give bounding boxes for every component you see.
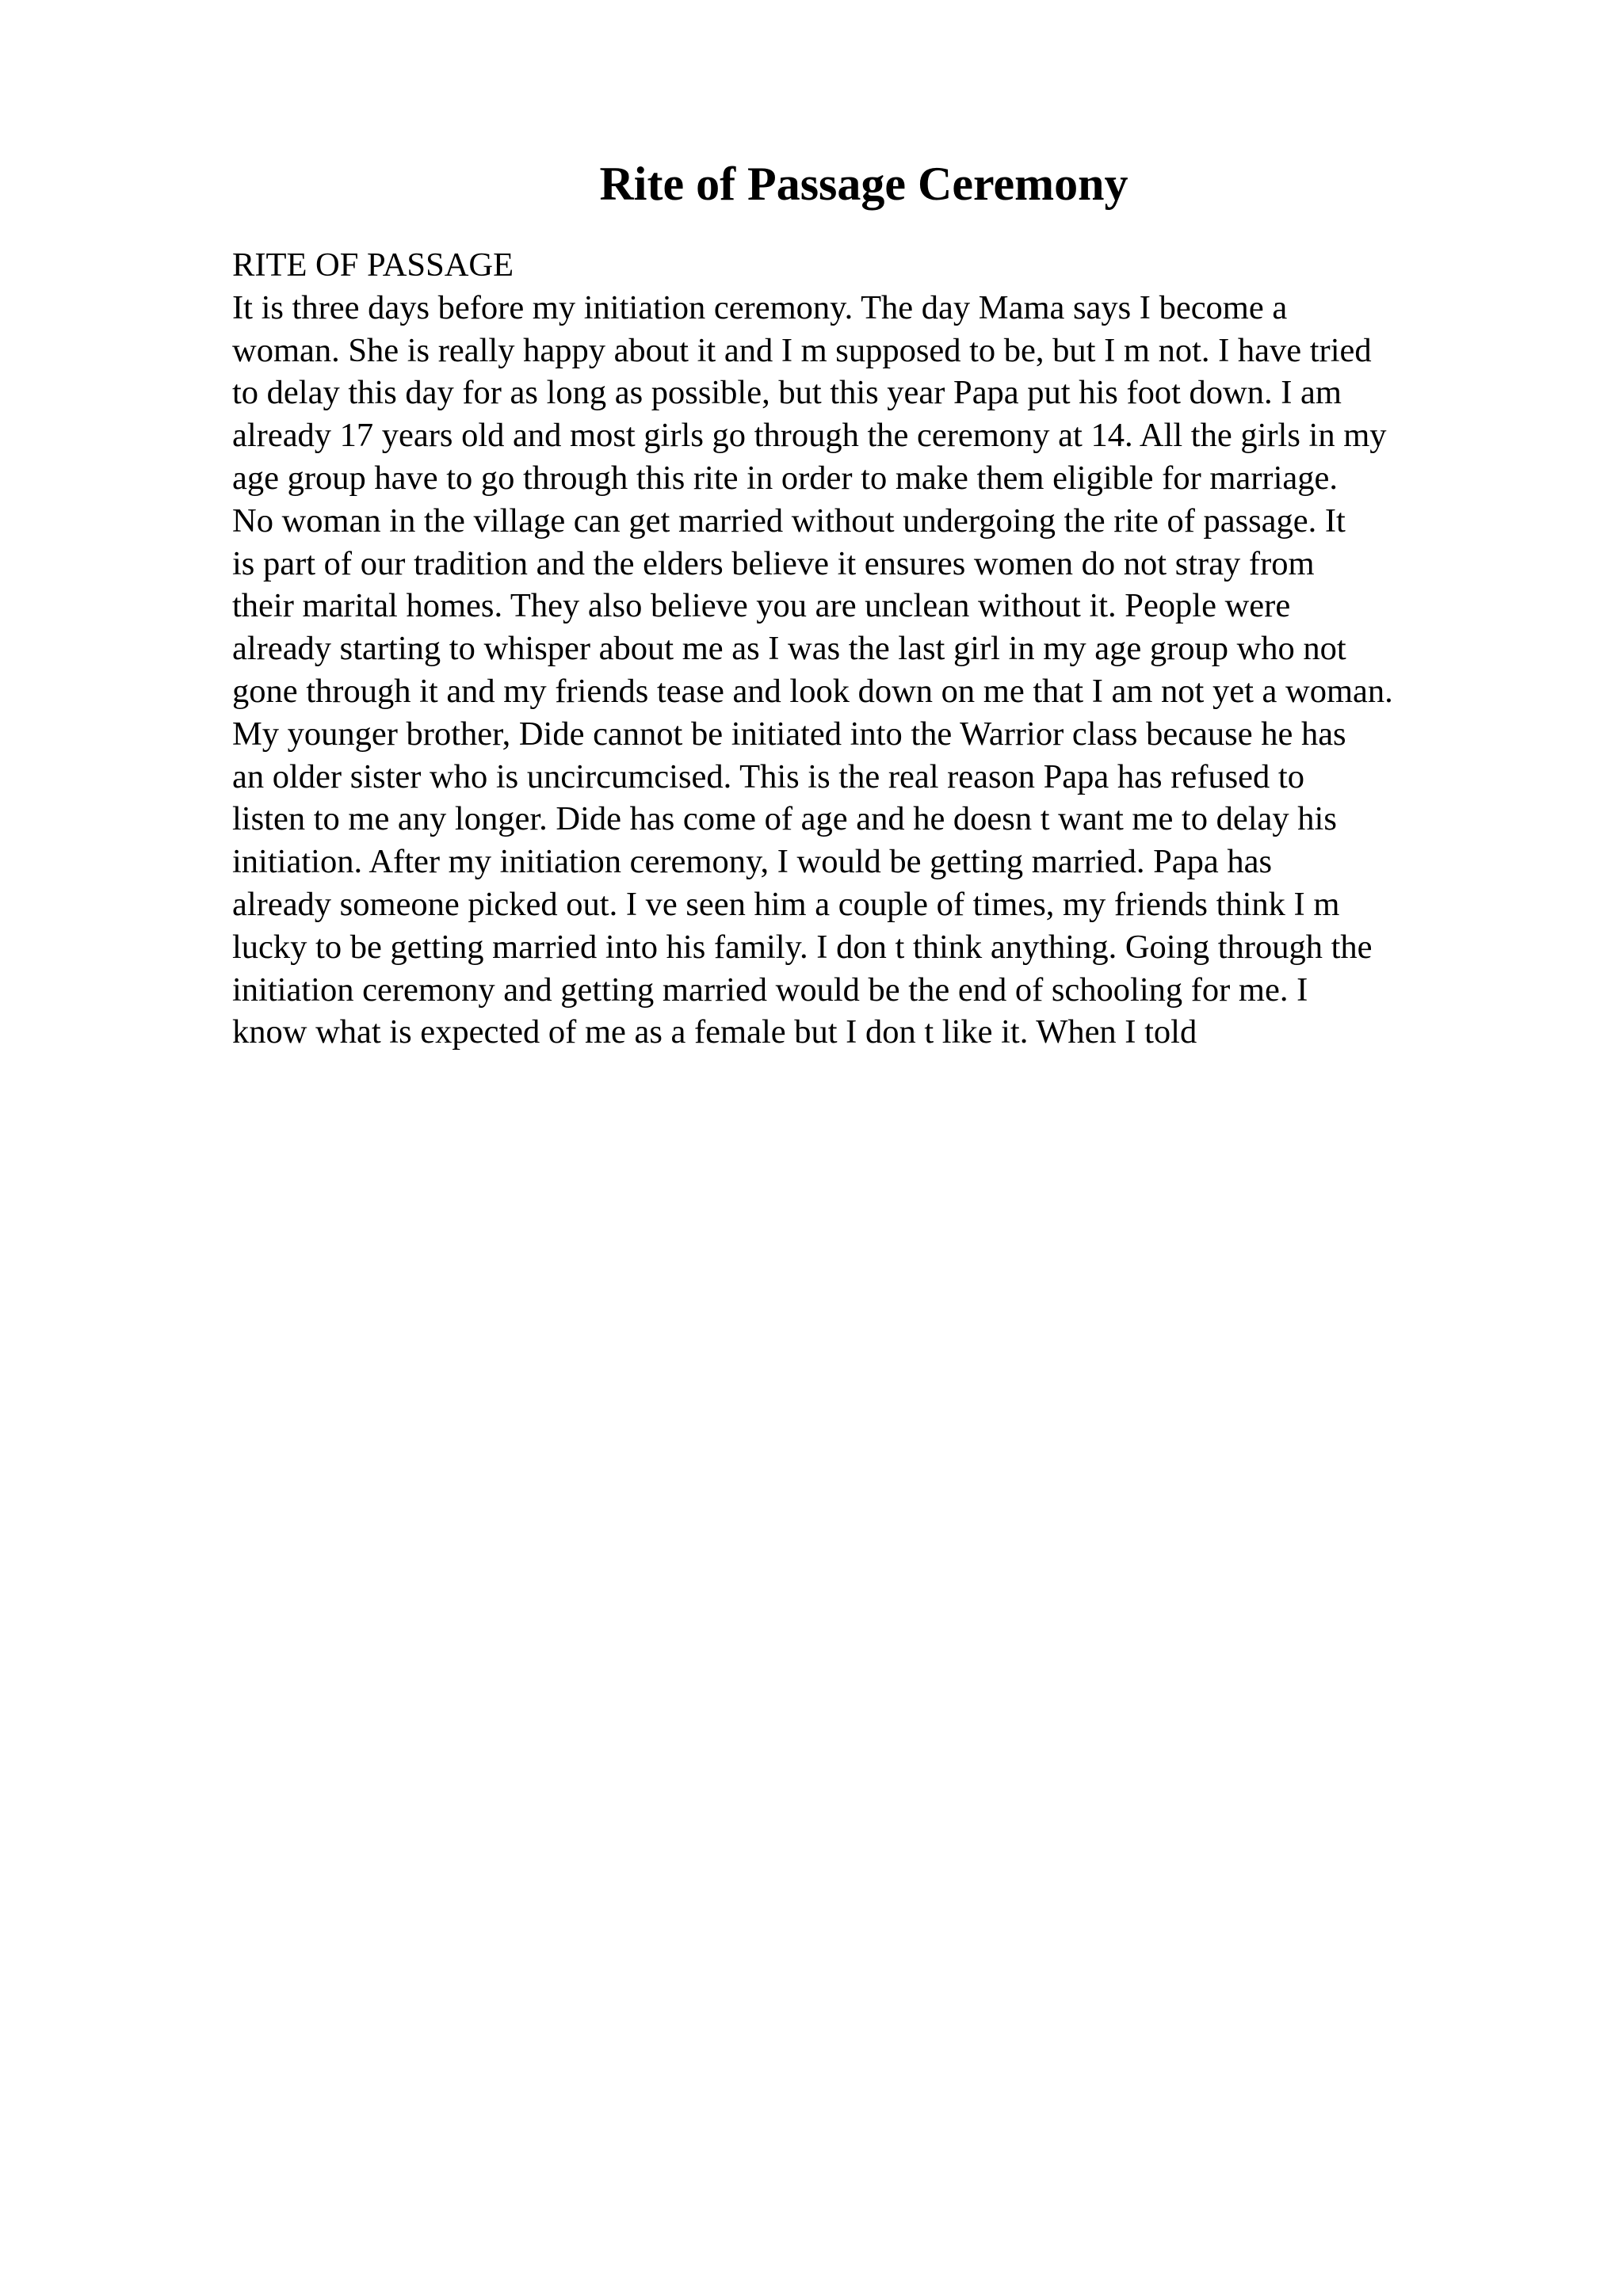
body-line: No woman in the village can get married without undergoing the rite of passage. It [232,502,1346,540]
body-line: their marital homes. They also believe you are unclean without it. People were [232,587,1291,625]
body-line: already someone picked out. I ve seen him a couple of times, my friends think I m [232,885,1340,923]
body-line: an older sister who is uncircumcised. This is the real reason Papa has refused to [232,757,1304,795]
body-line: age group have to go through this rite in order to make them eligible for marriage. [232,459,1338,497]
body-line: gone through it and my friends tease and look down on me that I am not yet a woman. [232,672,1393,710]
body-line: is part of our tradition and the elders believe it ensures women do not stray from [232,544,1315,582]
body-line: initiation. After my initiation ceremony, I would be getting married. Papa has [232,843,1273,881]
body-line: already 17 years old and most girls go through the ceremony at 14. All the girls in my [232,417,1387,455]
document-body [232,244,1611,1054]
body-line: It is three days before my initiation ceremony. The day Mama says I become a [232,288,1288,326]
body-line: know what is expected of me as a female but I don t like it. When I told [232,1013,1197,1051]
body-line: My younger brother, Dide cannot be initiated into the Warrior class because he has [232,715,1346,753]
body-line: woman. She is really happy about it and I m supposed to be, but I m not. I have tried [232,331,1372,369]
body-line: listen to me any longer. Dide has come of age and he doesn t want me to delay his [232,800,1337,838]
document-title: Rite of Passage Ceremony [599,158,1128,210]
body-line: lucky to be getting married into his family. I don t think anything. Going through the [232,928,1373,966]
body-line: to delay this day for as long as possible, but this year Papa put his foot down. I am [232,374,1342,412]
body-line: already starting to whisper about me as I was the last girl in my age group who not [232,630,1346,668]
body-line: initiation ceremony and getting married would be the end of schooling for me. I [232,971,1308,1009]
section-heading: RITE OF PASSAGE [232,246,514,284]
